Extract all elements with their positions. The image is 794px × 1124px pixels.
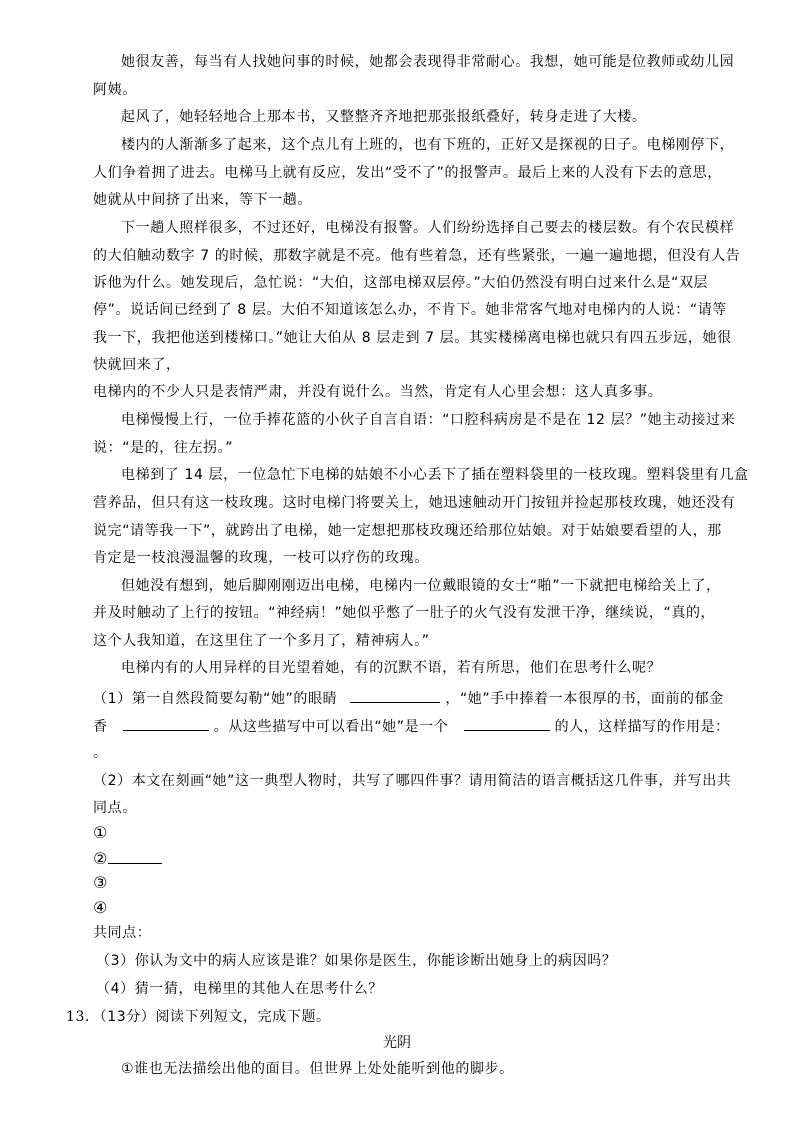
question-13-header — [66, 1008, 331, 1026]
paragraph-8-line-1: 但她没有想到，她后脚刚刚迈出电梯，电梯内一位戴眼镜的女士“啪”一下就把电梯给关上了， — [121, 578, 721, 594]
paragraph-7-line-1: 电梯到了 14 层，一位急忙下电梯的姑娘不小心丢下了插在塑料袋里的一枝玫瑰。塑料袋里有几盒 — [121, 467, 749, 483]
question-2-line-1: （2）本文在刻画“她”这一典型人物时，共写了哪四件事？请用简洁的语言概括这几件事，并写出共 — [93, 773, 732, 789]
paragraph-3-line-1: 楼内的人渐渐多了起来，这个点儿有上班的，也有下班的，正好又是探视的日子。电梯刚停下， — [121, 137, 735, 153]
passage-title: 光阴 — [383, 1035, 411, 1051]
question-2-line-2: 同点。 — [93, 800, 137, 816]
question-1-text-c: 香 — [93, 719, 108, 735]
question-1-text-d: 。从这些描写中可以看出“她”是一个 — [213, 719, 449, 735]
paragraph-5-line-1: 电梯内的不少人只是表情严肃，并没有说什么。当然，肯定有人心里会想：这人真多事。 — [93, 384, 663, 400]
question-3: （3）你认为文中的病人应该是谁？如果你是医生，你能诊断出她身上的病因吗？ — [96, 953, 617, 969]
answer-item-2: ② — [93, 849, 108, 868]
question-1-blank-person[interactable] — [464, 716, 550, 731]
question-1-text-a: （1）第一自然段简要勾勒“她”的眼睛 — [93, 691, 338, 707]
answer-item-2-row — [93, 849, 162, 869]
question-4: （4）猜一猜，电梯里的其他人在思考什么？ — [96, 981, 383, 997]
paragraph-4-line-6: 快就回来了， — [93, 357, 181, 373]
paragraph-7-line-2: 营养品，但只有这一枝玫瑰。这时电梯门将要关上，她迅速触动开门按钮并捡起那枝玫瑰，她还没有 — [93, 495, 736, 511]
paragraph-7-line-3: 说完“请等我一下”，就跨出了电梯，她一定想把那枝玫瑰还给那位姑娘。对于姑娘要看望的人，那 — [93, 523, 722, 539]
answer-item-1: ① — [93, 823, 108, 842]
paragraph-3-line-3: 她就从中间挤了出来，等下一趟。 — [93, 192, 312, 208]
paragraph-3-line-2: 人们争着拥了进去。电梯马上就有反应，发出“受不了”的报警声。最后上来的人没有下去的意思， — [93, 165, 722, 181]
paragraph-6-line-2: 说：“是的，往左拐。” — [93, 440, 234, 456]
passage-paragraph-1: ①谁也无法描绘出他的面目。但世界上处处能听到他的脚步。 — [121, 1061, 514, 1077]
paragraph-4-line-3: 诉他为什么。她发现后，急忙说：“大伯，这部电梯双层停。”大伯仍然没有明白过来什么是“双层 — [93, 275, 709, 291]
question-1-blank-tulip[interactable] — [123, 716, 209, 731]
paragraph-4-line-1: 下一趟人照样很多，不过还好，电梯没有报警。人们纷纷选择自己要去的楼层数。有个农民模样 — [121, 220, 735, 236]
question-1-blank-eyes[interactable] — [350, 688, 440, 703]
common-point-label: 共同点： — [93, 925, 152, 941]
paragraph-9-line-1: 电梯内有的人用异样的目光望着她，有的沉默不语，若有所思，他们在思考什么呢？ — [121, 660, 662, 676]
paragraph-4-line-4: 停”。说话间已经到了 8 层。大伯不知道该怎么办，不肯下。她非常客气地对电梯内的人说：“请等 — [93, 302, 727, 318]
question-1-text-b: ，“她”手中捧着一本很厚的书，面前的郁金 — [445, 691, 724, 707]
question-1-text-e: 的人，这样描写的作用是： — [554, 719, 730, 735]
answer-item-3: ③ — [93, 873, 108, 892]
paragraph-8-line-3: 这个人我知道，在这里住了一个多月了，精神病人。” — [93, 633, 430, 649]
question-1-line-3: 。 — [93, 745, 108, 761]
answer-item-4: ④ — [93, 898, 108, 917]
paragraph-1-line-2: 阿姨。 — [93, 82, 137, 98]
question-13-number: 13． — [66, 1009, 100, 1025]
paragraph-1-line-1: 她很友善，每当有人找她问事的时候，她都会表现得非常耐心。我想，她可能是位教师或幼儿园 — [121, 54, 735, 70]
paragraph-4-line-2: 的大伯触动数字 7 的时候，那数字就是不亮。他有些着急，还有些紧张，一遍一遍地摁，但没有人告 — [93, 248, 741, 264]
question-1-line-1 — [93, 688, 724, 708]
paragraph-7-line-4: 肯定是一枝浪漫温馨的玫瑰，一枝可以疗伤的玫瑰。 — [93, 550, 429, 566]
paragraph-4-line-5: 我一下，我把他送到楼梯口。”她让大伯从 8 层走到 7 层。其实楼梯离电梯也就只有四五步远，她很 — [93, 330, 732, 346]
paragraph-2-line-1: 起风了，她轻轻地合上那本书，又整整齐齐地把那张报纸叠好，转身走进了大楼。 — [121, 109, 647, 125]
answer-item-2-blank[interactable] — [108, 849, 162, 864]
question-1-line-2 — [93, 716, 730, 736]
question-13-score: （13分） — [99, 1009, 156, 1025]
paragraph-6-line-1: 电梯慢慢上行，一位手捧花篮的小伙子自言自语：“口腔科病房是不是在 12 层？”她主动接过来 — [121, 412, 736, 428]
question-13-instruction: 阅读下列短文，完成下题。 — [155, 1009, 331, 1025]
paragraph-8-line-2: 并及时触动了上行的按钮。“神经病！”她似乎憋了一肚子的火气没有发泄干净，继续说，“真的， — [93, 605, 716, 621]
